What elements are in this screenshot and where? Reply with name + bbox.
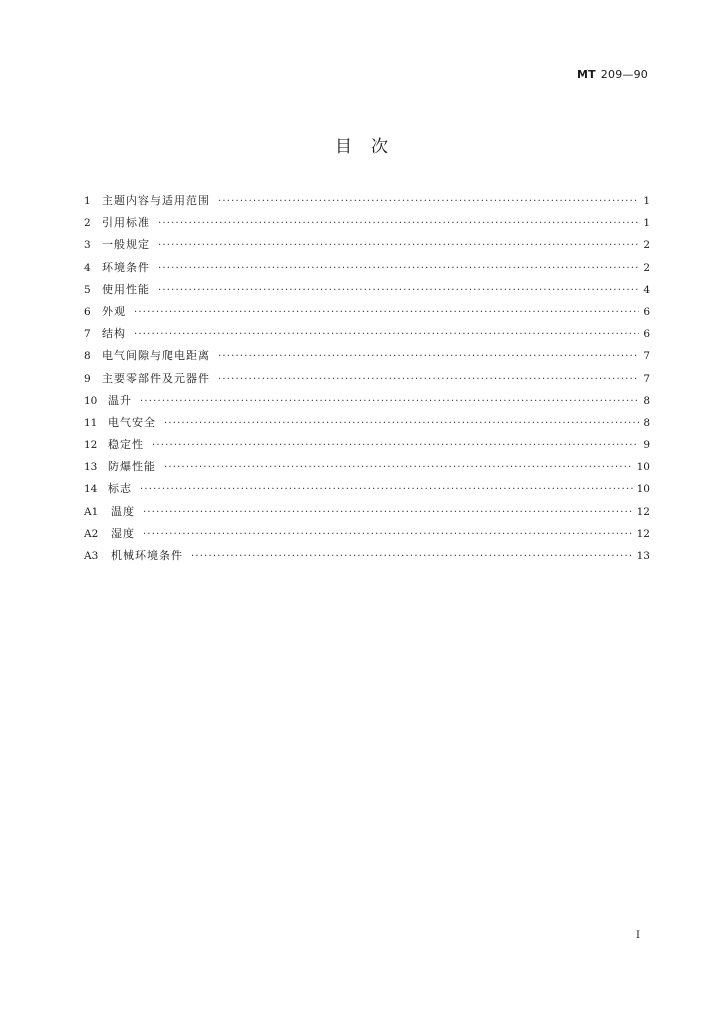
toc-entry-number: 8 (84, 350, 91, 363)
toc-entry-leader (218, 351, 639, 362)
toc-entry-page: 10 (636, 483, 650, 496)
toc-entry[interactable] (84, 259, 650, 281)
toc-entry-label: 标志 (108, 482, 132, 496)
toc-entry-label: 主要零部件及元器件 (102, 371, 210, 385)
toc-entry-page: 2 (643, 261, 650, 274)
toc-entry-number: 11 (84, 416, 98, 429)
toc-entry-number: 4 (84, 261, 91, 274)
page-number: I (636, 930, 640, 941)
toc-entry[interactable] (84, 303, 650, 325)
toc-entry[interactable] (84, 547, 650, 569)
toc-entry-page: 1 (643, 195, 650, 207)
toc-entry-leader (143, 529, 633, 540)
toc-entry-number: 14 (84, 483, 98, 496)
toc-entry-page: 9 (643, 439, 650, 452)
toc-entry-label: 外观 (102, 304, 126, 318)
toc-entry[interactable] (84, 192, 650, 214)
toc-entry-label: 湿度 (111, 526, 135, 540)
toc-entry-label: 温度 (111, 504, 135, 518)
toc-entry-leader (158, 285, 639, 296)
toc-entry-page: 8 (643, 394, 650, 407)
toc-entry-leader (158, 240, 639, 251)
toc-entry-page: 1 (643, 217, 650, 230)
toc-entry-number: 12 (84, 439, 98, 452)
toc-entry-label: 稳定性 (108, 438, 144, 452)
toc-entry-leader (158, 263, 639, 274)
toc-entry-number: 10 (84, 394, 98, 407)
standard-code (577, 68, 648, 81)
standard-code-number: 209—90 (600, 68, 648, 81)
toc-entry-leader (158, 218, 639, 229)
toc-entry-page: 13 (636, 550, 650, 562)
toc-title: 目 次 (335, 137, 389, 157)
toc-entry-leader (164, 418, 639, 429)
toc-entry-leader (191, 551, 633, 562)
toc-entry-number: 13 (84, 461, 98, 474)
toc-entry-label: 电气安全 (108, 415, 156, 429)
toc-entry-page: 10 (636, 461, 650, 474)
toc-entry-page: 7 (643, 372, 650, 385)
toc-entry-label: 引用标准 (102, 216, 150, 230)
toc-entry[interactable] (84, 236, 650, 258)
table-of-contents (84, 192, 650, 569)
toc-entry-number: A1 (84, 505, 99, 518)
toc-entry[interactable] (84, 325, 650, 347)
toc-entry[interactable] (84, 392, 650, 414)
toc-entry-page: 4 (643, 283, 650, 296)
toc-entry[interactable] (84, 281, 650, 303)
toc-entry[interactable] (84, 214, 650, 236)
toc-entry[interactable] (84, 436, 650, 458)
toc-entry-label: 主题内容与适用范围 (102, 194, 210, 207)
toc-entry-number: 7 (84, 328, 91, 341)
toc-entry-leader (152, 440, 639, 451)
toc-entry-label: 电气间隙与爬电距离 (102, 349, 210, 363)
toc-entry[interactable] (84, 370, 650, 392)
toc-entry-label: 防爆性能 (108, 460, 156, 474)
toc-entry[interactable] (84, 458, 650, 480)
toc-entry-number: 6 (84, 305, 91, 318)
toc-entry[interactable] (84, 480, 650, 502)
toc-entry-leader (134, 307, 639, 318)
toc-entry-page: 8 (643, 416, 650, 429)
standard-code-prefix: MT (576, 68, 596, 81)
toc-entry[interactable] (84, 414, 650, 436)
toc-entry-number: A3 (84, 550, 99, 562)
toc-entry-leader (164, 462, 633, 473)
toc-entry-label: 机械环境条件 (111, 549, 183, 562)
toc-entry-label: 环境条件 (102, 260, 150, 274)
toc-entry-number: 2 (84, 217, 91, 230)
toc-entry[interactable] (84, 525, 650, 547)
toc-entry-leader (134, 329, 639, 340)
toc-entry-page: 6 (643, 305, 650, 318)
toc-entry-page: 2 (643, 239, 650, 252)
toc-entry-label: 结构 (102, 327, 126, 341)
toc-entry-leader (140, 484, 633, 495)
toc-entry-label: 一般规定 (102, 238, 150, 252)
toc-entry-leader (143, 507, 633, 518)
toc-entry-page: 7 (643, 350, 650, 363)
toc-entry-number: 5 (84, 283, 91, 296)
toc-entry[interactable] (84, 347, 650, 369)
toc-entry-number: 9 (84, 372, 91, 385)
toc-entry-page: 6 (643, 328, 650, 341)
toc-entry-leader (140, 396, 639, 407)
toc-entry-leader (218, 196, 639, 207)
toc-entry-number: A2 (84, 527, 99, 540)
toc-entry-page: 12 (636, 505, 650, 518)
toc-entry[interactable] (84, 503, 650, 525)
toc-entry-page: 12 (636, 527, 650, 540)
toc-entry-leader (218, 374, 639, 385)
toc-entry-number: 3 (84, 239, 91, 252)
toc-entry-label: 温升 (108, 393, 132, 407)
toc-entry-label: 使用性能 (102, 282, 150, 296)
toc-entry-number: 1 (84, 195, 91, 207)
